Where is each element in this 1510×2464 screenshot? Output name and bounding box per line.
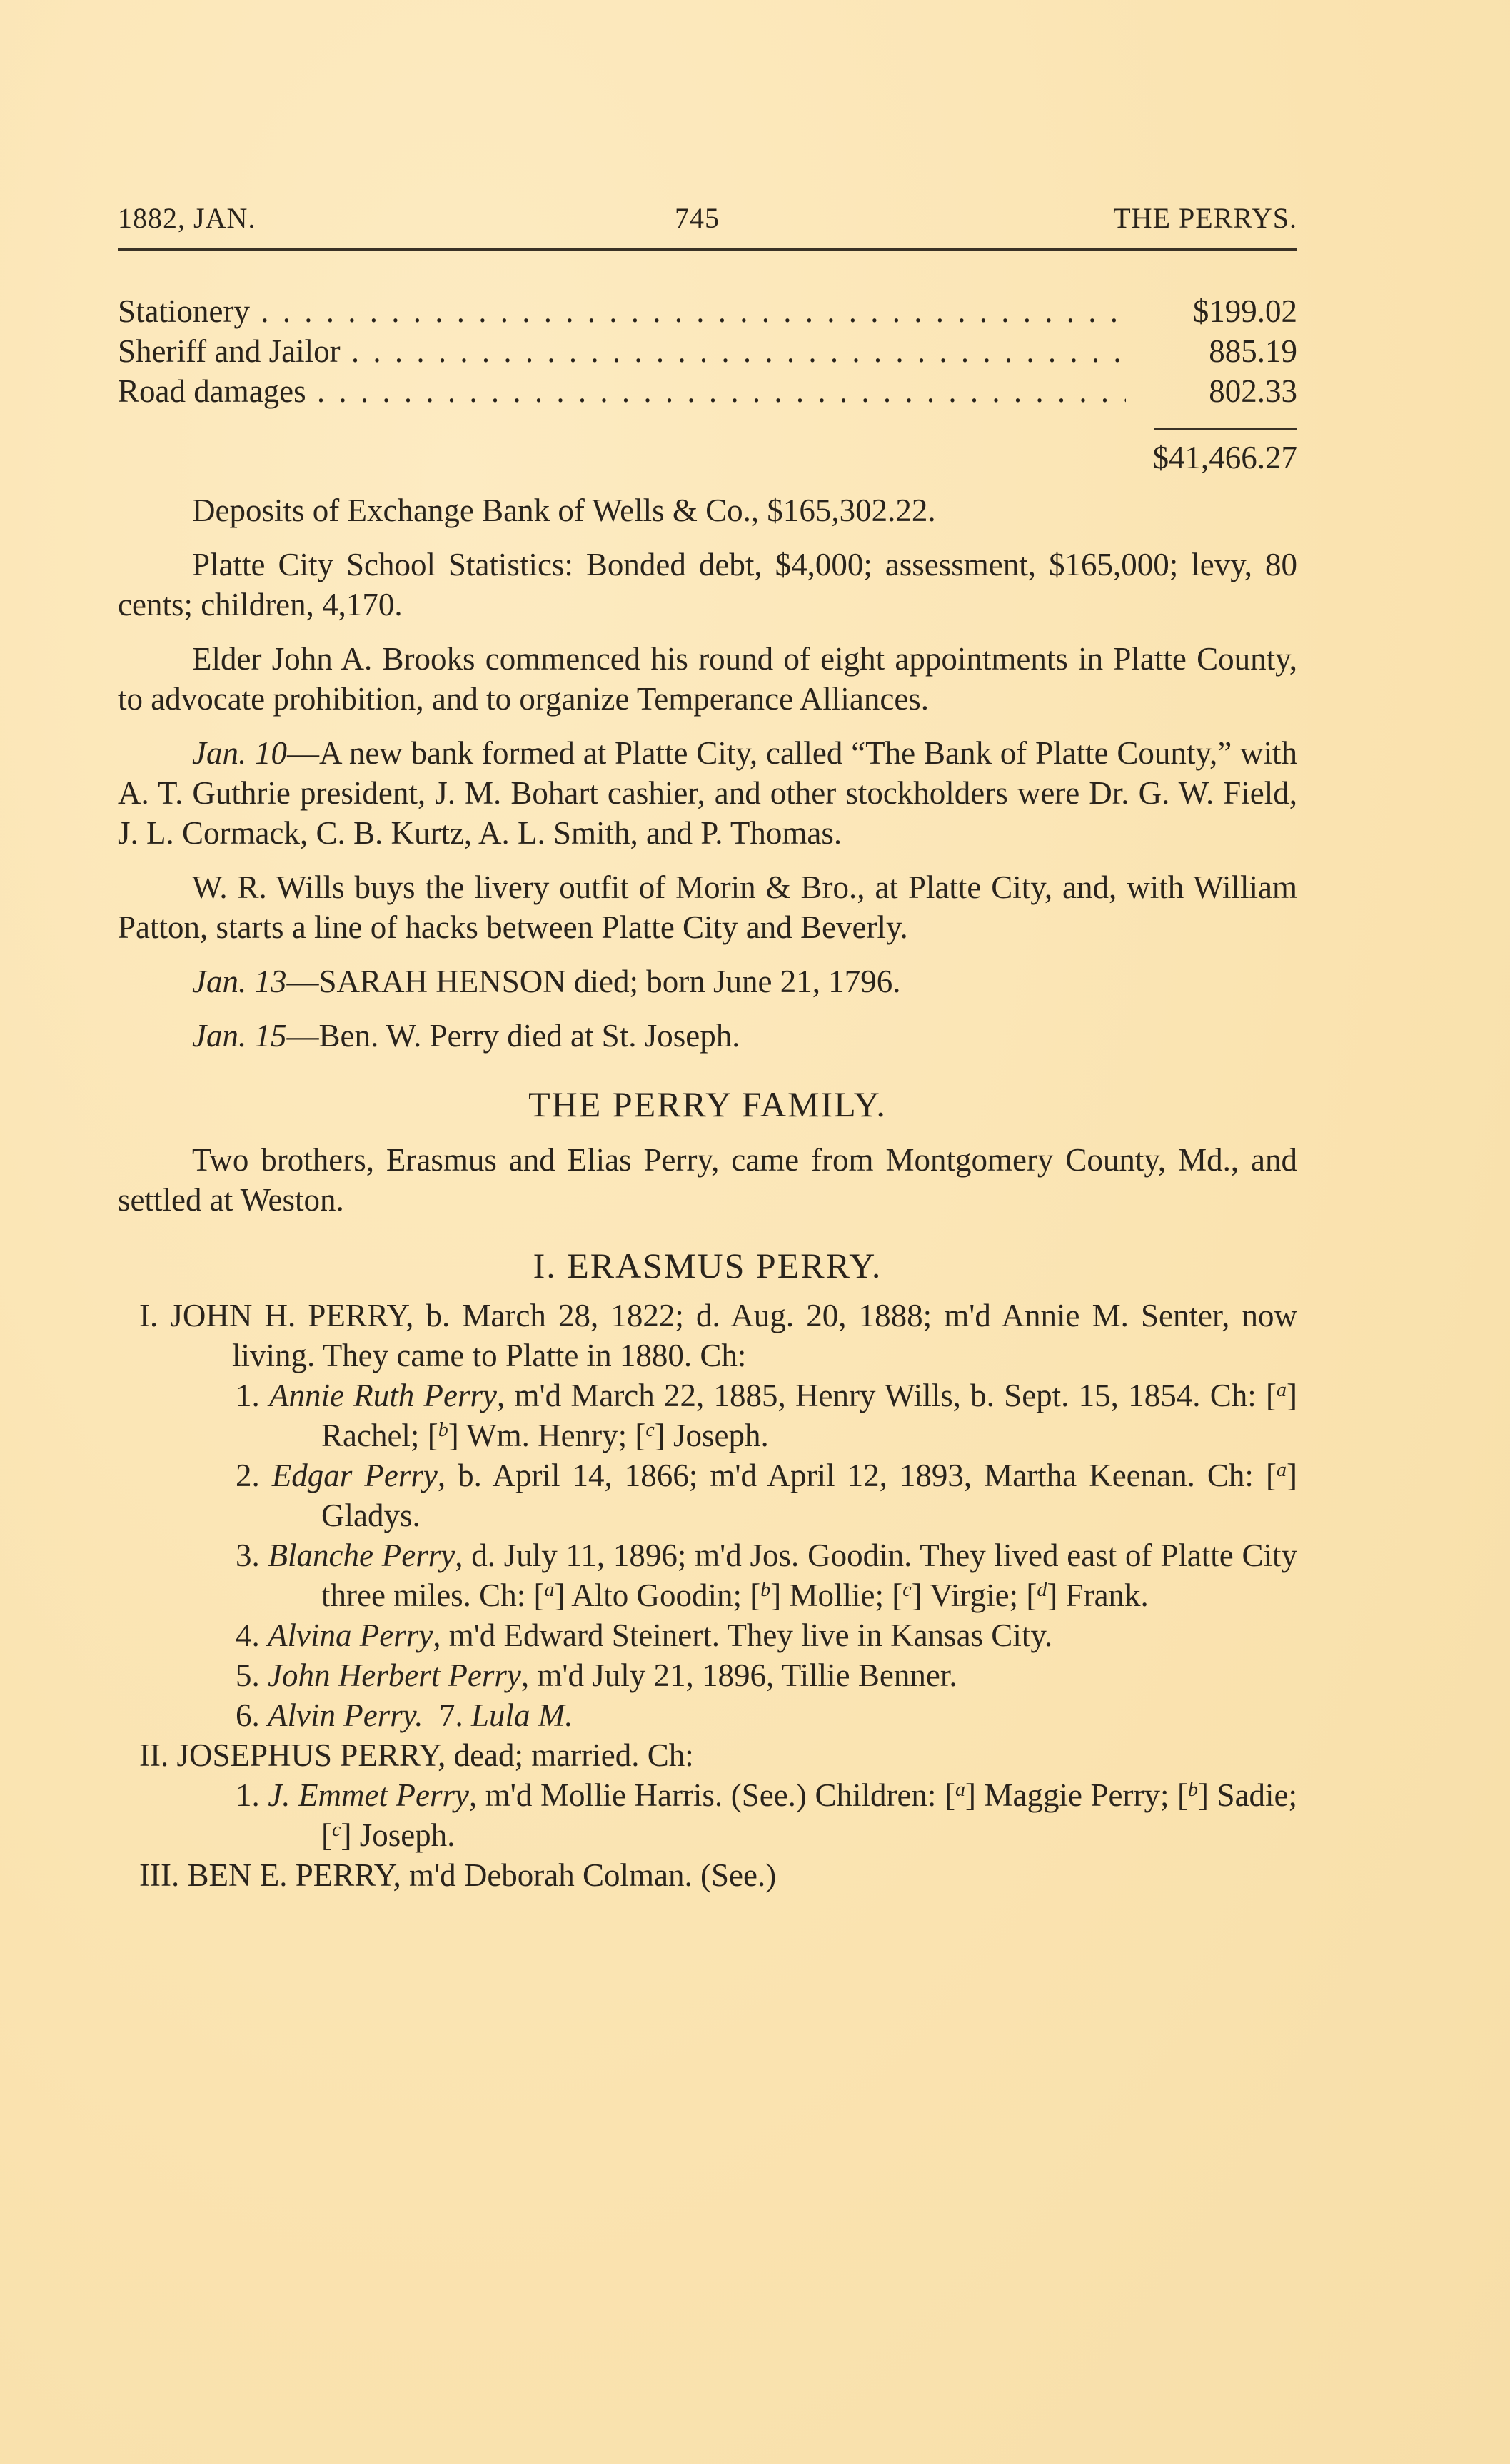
entry-text: —SARAH HENSON died; born June 21, 1796. — [286, 964, 901, 999]
paragraph-wills: W. R. Wills buys the livery outfit of Morin & Bro., at Platte City, and, with William Patton, starts a line of hacks between Platte City and Beverly. — [118, 869, 1297, 945]
entry-number: 4. — [236, 1617, 260, 1653]
grandchild-name: Wm. Henry; — [466, 1418, 635, 1453]
section-heading-erasmus: I. ERASMUS PERRY. — [533, 1246, 882, 1286]
entry-number: II. — [139, 1737, 169, 1773]
grandchild-name: Joseph. — [359, 1817, 455, 1853]
total-rule — [1154, 428, 1297, 430]
person-name: Annie Ruth Perry — [269, 1378, 497, 1413]
header-title: THE PERRYS. — [1113, 202, 1297, 234]
genealogy-entry-john — [118, 1296, 1297, 1375]
paragraph-jan-13 — [118, 961, 1297, 1001]
person-name: J. Emmet Perry — [268, 1777, 470, 1813]
child-mark: b — [438, 1419, 448, 1441]
person-name: JOSEPHUS PERRY — [176, 1737, 438, 1773]
entry-text: , b. March 28, 1822; d. Aug. 20, 1888; m'd Annie M. Senter, now living. They came to Platte in 1880. Ch: — [232, 1298, 1297, 1373]
ledger-row — [118, 331, 1297, 371]
genealogy-child-entry: 1. J. Emmet Perry, m'd Mollie Harris. (See.) Children: [$^a$] Maggie Perry; [$^b$] Sadie; [$^c$] Joseph. — [236, 1777, 1298, 1853]
grandchild-name: Rachel; — [321, 1418, 428, 1453]
person-name: Edgar Perry — [271, 1458, 438, 1493]
entry-text: , d. July 11, 1896; m'd Jos. Goodin. They lived east of Platte City three miles. Ch: — [321, 1538, 1298, 1613]
ledger-amount: 885.19 — [1209, 333, 1297, 369]
paragraph-brooks: Elder John A. Brooks commenced his round of eight appointments in Platte County, to advocate prohibition, and to organize Temperance Alliances. — [118, 641, 1297, 717]
grandchild-name: Sadie; — [1217, 1777, 1298, 1813]
entry-text: , m'd Deborah Colman. (See.) — [393, 1857, 777, 1893]
ledger-label: Stationery . . . — [118, 291, 1126, 331]
josephus-children-list — [118, 1775, 1297, 1855]
ledger-row — [118, 291, 1297, 331]
entry-date: Jan. 10 — [192, 735, 288, 771]
header-date: 1882, JAN. — [118, 202, 256, 234]
entry-number: 3. — [236, 1538, 260, 1573]
person-name: Lula M. — [470, 1697, 573, 1733]
grandchild-name: Mollie; — [789, 1577, 892, 1613]
entry-text: , m'd March 22, 1885, Henry Wills, b. Sept. 15, 1854. Ch: — [496, 1378, 1266, 1413]
entry-number: 5. — [236, 1657, 260, 1693]
grandchild-name: Gladys. — [321, 1498, 421, 1533]
child-mark: b — [1188, 1779, 1199, 1801]
ledger-label: Road damages . . . — [118, 371, 1126, 411]
entry-number: III. — [139, 1857, 180, 1893]
person-name: BEN E. PERRY — [187, 1857, 393, 1893]
genealogy-child-entry — [118, 1655, 1297, 1695]
paragraph-jan-10 — [118, 733, 1297, 853]
person-name: Alvin Perry. — [268, 1697, 423, 1733]
grandchild-name: Joseph. — [673, 1418, 769, 1453]
entry-number: 7. — [438, 1697, 463, 1733]
entry-text: , m'd July 21, 1896, Tillie Benner. — [520, 1657, 957, 1693]
entry-number: 2. — [236, 1458, 260, 1493]
entry-text: , m'd Edward Steinert. They live in Kansas City. — [433, 1617, 1053, 1653]
person-name: Alvina Perry — [268, 1617, 433, 1653]
genealogy-child-entry: 2. Edgar Perry, b. April 14, 1866; m'd April 12, 1893, Martha Keenan. Ch: [$^a$] Gladys. — [236, 1458, 1297, 1533]
genealogy-entry-ben — [118, 1855, 1297, 1895]
entry-text: —A new bank formed at Platte City, called “The Bank of Platte County,” with A. T. Guthrie president, J. M. Bohart cashier, and other stockholders were Dr. G. W. Field, J. L. Cormack, C. B. Kurtz, A. L. Smith, and P. Thomas. — [118, 735, 1297, 851]
paragraph-school-statistics: Platte City School Statistics: Bonded debt, $4,000; assessment, $165,000; levy, 80 cents; children, 4,170. — [118, 547, 1297, 622]
person-name: Blanche Perry — [268, 1538, 455, 1573]
genealogy-child-entry: 3. Blanche Perry, d. July 11, 1896; m'd Jos. Goodin. They lived east of Platte City three miles. Ch: [$^a$] Alto Goodin; [$^b$] Mollie; [$^c$] Virgie; [$^d$] Frank. — [236, 1538, 1298, 1613]
entry-text: , dead; married. Ch: — [438, 1737, 694, 1773]
genealogy-child-entry: 1. Annie Ruth Perry, m'd March 22, 1885, Henry Wills, b. Sept. 15, 1854. Ch: [$^a$] Rachel; [$^b$] Wm. Henry; [$^c$] Joseph. — [236, 1378, 1297, 1453]
paragraph-deposits: Deposits of Exchange Bank of Wells & Co., $165,302.22. — [192, 493, 936, 528]
grandchild-name: Maggie Perry; — [984, 1777, 1178, 1813]
genealogy-entry-josephus — [118, 1735, 1297, 1775]
entry-text: , b. April 14, 1866; m'd April 12, 1893, Martha Keenan. Ch: — [437, 1458, 1266, 1493]
genealogy-entry-alvin-lula — [118, 1695, 1297, 1735]
child-mark: c — [645, 1419, 655, 1441]
grandchild-name: Frank. — [1065, 1577, 1149, 1613]
child-mark: b — [760, 1579, 771, 1601]
entry-date: Jan. 13 — [192, 964, 287, 999]
page-content — [118, 291, 1297, 1895]
child-mark: c — [902, 1579, 912, 1601]
person-name: JOHN H. PERRY — [170, 1298, 406, 1333]
ledger-label: Sheriff and Jailor . . . — [118, 331, 1126, 371]
ledger-amount: $199.02 — [1192, 293, 1297, 329]
child-mark: d — [1037, 1579, 1047, 1601]
ledger-amount: 802.33 — [1209, 373, 1297, 409]
child-mark: a — [544, 1579, 555, 1601]
entry-number: 1. — [236, 1378, 260, 1413]
ledger-row — [118, 371, 1297, 411]
paragraph-jan-15 — [118, 1016, 1297, 1056]
entry-text: —Ben. W. Perry died at St. Joseph. — [286, 1018, 740, 1054]
paragraph-family-intro: Two brothers, Erasmus and Elias Perry, came from Montgomery County, Md., and settled at Weston. — [118, 1142, 1297, 1218]
grandchild-name: Virgie; — [930, 1577, 1027, 1613]
child-mark: a — [1277, 1379, 1287, 1401]
page-number: 745 — [675, 202, 720, 234]
entry-number: 6. — [236, 1697, 260, 1733]
person-name: John Herbert Perry — [268, 1657, 521, 1693]
child-mark: a — [1277, 1459, 1287, 1481]
child-mark: c — [332, 1819, 341, 1841]
entry-date: Jan. 15 — [192, 1018, 287, 1054]
entry-number: I. — [139, 1298, 158, 1333]
entry-text: , m'd Mollie Harris. (See.) Children: — [469, 1777, 945, 1813]
child-mark: a — [955, 1779, 965, 1801]
ledger-total: $41,466.27 — [1152, 440, 1297, 475]
john-children-list — [118, 1375, 1297, 1695]
ledger-table — [118, 291, 1297, 478]
running-header — [118, 201, 1297, 237]
entry-number: 1. — [236, 1777, 260, 1813]
section-heading-perry-family: THE PERRY FAMILY. — [528, 1084, 887, 1124]
genealogy-child-entry — [118, 1615, 1297, 1655]
grandchild-name: Alto Goodin; — [571, 1577, 750, 1613]
header-rule — [118, 248, 1297, 251]
